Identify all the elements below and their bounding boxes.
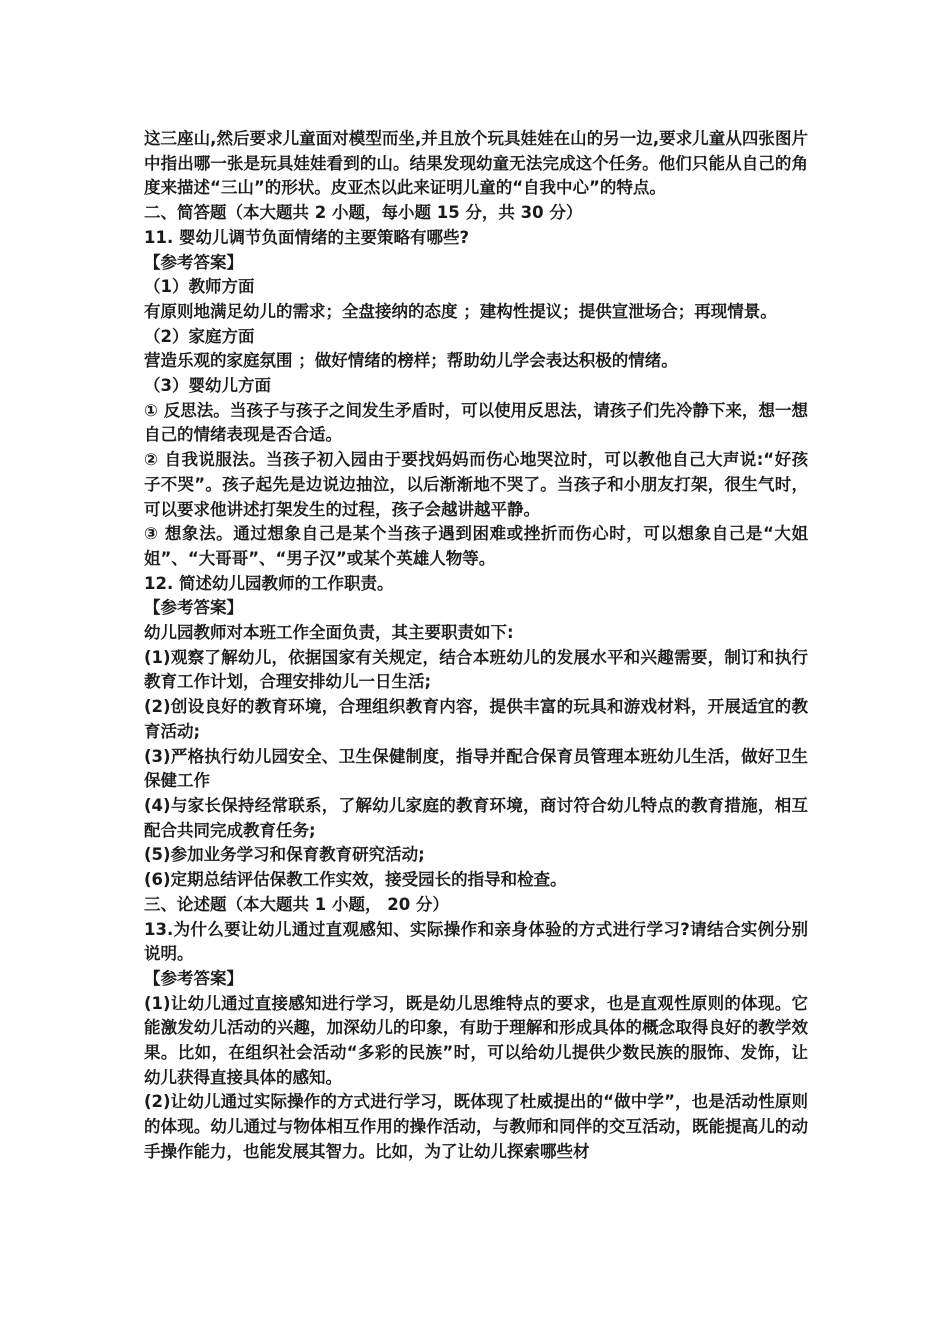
duty-item-5: (5)参加业务学习和保育教育研究活动; — [144, 845, 425, 865]
child-item-3: ③ 想象法。通过想象自己是某个当孩子遇到困难或挫折而伤心时，可以想象自己是“大姐姐”、“大哥哥”、“男子汉”或某个英雄人物等。 — [144, 524, 808, 568]
intro-paragraph: 这三座山,然后要求儿童面对模型而坐,并且放个玩具娃娃在山的另一边,要求儿童从四张图片中指出哪一张是玩具娃娃看到的山。结果发现幼童无法完成这个任务。他们只能从自己的角度来描述“三山”的形状。皮亚杰以此来证明儿童的“自我中心”的特点。 — [144, 129, 808, 198]
duty-item-6: (6)定期总结评估保教工作实效，接受园长的指导和检查。 — [144, 870, 567, 890]
teacher-text: 有原则地满足幼儿的需求；全盘接纳的态度 ；建构性提议；提供宣泄场合；再现情景。 — [144, 301, 777, 321]
answer-label-11: 【参考答案】 — [144, 252, 243, 272]
child-heading: （3）婴幼儿方面 — [144, 376, 271, 396]
duties-intro: 幼儿园教师对本班工作全面负责，其主要职责如下: — [144, 623, 514, 643]
section-3-heading: 三、论述题（本大题共 1 小题， 20 分） — [144, 894, 449, 914]
duty-item-4: (4)与家长保持经常联系，了解幼儿家庭的教育环境，商讨符合幼儿特点的教育措施，相互配合共同完成教育任务; — [144, 795, 808, 840]
section-2-heading: 二、简答题（本大题共 2 小题，每小题 15 分，共 30 分） — [144, 203, 583, 223]
answer-label-13: 【参考答案】 — [144, 968, 243, 988]
duty-item-2: (2)创设良好的教育环境，合理组织教育内容，提供丰富的玩具和游戏材料，开展适宜的教育活动; — [144, 697, 808, 741]
question-12: 12. 简述幼儿园教师的工作职责。 — [144, 573, 394, 593]
question-11: 11. 婴幼儿调节负面情绪的主要策略有哪些? — [144, 227, 470, 247]
family-text: 营造乐观的家庭氛围 ；做好情绪的榜样；帮助幼儿学会表达积极的情绪。 — [144, 351, 678, 371]
duty-item-3: (3)严格执行幼儿园安全、卫生保健制度，指导并配合保育员管理本班幼儿生活，做好卫生保健工作 — [144, 746, 808, 791]
document-page — [144, 127, 808, 1165]
teacher-heading: （1）教师方面 — [144, 277, 255, 297]
essay-item-2: (2)让幼儿通过实际操作的方式进行学习，既体现了杜威提出的“做中学”，也是活动性原则的体现。幼儿通过与物体相互作用的操作活动，与教师和同伴的交互活动，既能提高儿的动手操作能力，也能发展其智力。比如，为了让幼儿探索哪些材 — [144, 1092, 808, 1161]
family-heading: （2）家庭方面 — [144, 326, 255, 346]
child-item-2: ② 自我说服法。当孩子初入园由于要找妈妈而伤心地哭泣时，可以教他自己大声说:“好孩子不哭”。孩子起先是边说边抽泣，以后渐渐地不哭了。当孩子和小朋友打架，很生气时，可以要求他讲述打架发生的过程，孩子会越讲越平静。 — [144, 450, 808, 519]
answer-label-12: 【参考答案】 — [144, 598, 243, 618]
essay-item-1: (1)让幼儿通过直接感知进行学习，既是幼儿思维特点的要求，也是直观性原则的体现。它能激发幼儿活动的兴趣，加深幼儿的印象，有助于理解和形成具体的概念取得良好的教学效果。比如，在组织社会活动“多彩的民族”时，可以给幼儿提供少数民族的服饰、发饰，让幼儿获得直接具体的感知。 — [144, 993, 808, 1087]
child-item-1: ① 反思法。当孩子与孩子之间发生矛盾时，可以使用反思法，请孩子们先冷静下来，想一想自己的情绪表现是否合适。 — [144, 400, 808, 445]
duty-item-1: (1)观察了解幼儿，依据国家有关规定，结合本班幼儿的发展水平和兴趣需要，制订和执行教育工作计划，合理安排幼儿一日生活; — [144, 647, 808, 692]
question-13: 13.为什么要让幼儿通过直观感知、实际操作和亲身体验的方式进行学习?请结合实例分别说明。 — [144, 919, 808, 964]
